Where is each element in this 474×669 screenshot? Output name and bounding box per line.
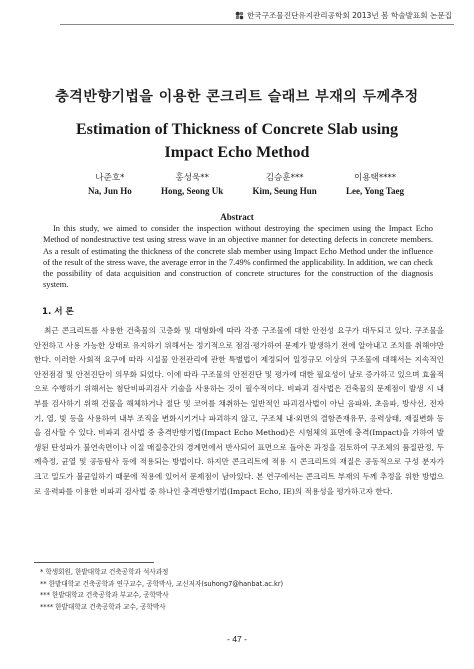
society-logo-icon [235,11,244,20]
author-name-korean: 이용택**** [353,173,397,183]
introduction-text: 최근 콘크리트를 사용한 건축물의 고층화 및 대형화에 따라 각종 구조물에 대한 안전성 요구가 대두되고 있다. 구조물을 안전하고 사용 가능한 상태로 유지하기 위해서는 정기적으로 점검·평가하여 문제가 발생하기 전에 알아내고 조치를 취해야만 한다. 이러한 사회적 요구에 따라 시설물 안전관리에 관한 특별법이 제정되어 일정규모 이상의 구조물에 대해서는 지속적인 안전점검 및 안전진단이 의무화 되었다. 이에 따라 구조물의 안전진단 및 평가에 대한 필요성이 날로 증가하고 있으며 효율적으로 수행하기 위해서는 첨단비파괴검사 기술을 사용하는 것이 필수적이다. 비파괴 검사법은 건축물의 문제점이 발생 시 내부를 검사하기 위해 건물을 해체하거나 절단 및 코어를 채취하는 일반적인 파괴검사법이 아닌 음파와, 초음파, 방사선, 전자기, 열, 빛 등을 사용하여 내부 조직을 변화시키거나 파괴하지 않고, 구조체 내·외면의 결함존재유무, 응력상태, 재질변화 등을 검사할 수 있다. 비파괴 검사법 중 충격반향기법(Impact Echo Method)은 시험체의 표면에 충격(Impact)을 가하여 발생된 탄성파가 불연속면이나 이질 매질층간의 경계면에서 반사되어 표면으로 돌아온 과정을 검토하여 구조체의 품질판정, 두께측정, 균열 및 공동탐사 등에 적용되는 방법이다. 하지만 콘크리트에 적용 시 콘크리트의 재질은 공동적으로 구성 분자가 크고 밀도가 불균일하기 때문에 적용에 있어서 문제점이 남아있다. 본 연구에서는 콘크리트 부재의 두께 추정을 위한 방법으로 응력파를 이용한 비파괴 검사법 중 하나인 충격반향기법(Impact Echo, IE)의 적용성을 평가하고자 한다. [34,326,444,496]
author-2 [161,172,223,198]
running-title: 한국구조물진단유지관리공학회 2013년 봄 학술발표회 논문집 [246,11,452,20]
title-english-line1: Estimation of Thickness of Concrete Slab using [75,121,399,138]
running-header [235,10,452,21]
abstract-heading: Abstract [220,212,254,222]
author-4 [346,172,404,198]
title-english [40,118,434,164]
author-1 [88,172,132,198]
author-name-english: Kim, Seung Hun [252,186,317,196]
footnote-1: * 학생회원, 한밭대학교 건축공학과 석사과정 [40,568,169,576]
author-list [88,172,404,198]
author-name-english: Na, Jun Ho [88,186,132,196]
page-number: - 47 - [226,634,248,644]
header-divider [60,24,454,25]
footnotes [40,567,283,613]
footnote-2: ** 한밭대학교 건축공학과 연구교수, 공학박사, 교신저자(suhong7@hanbat.ac.kr) [40,579,284,588]
title-korean: 충격반향기법을 이용한 콘크리트 슬래브 부재의 두께추정 [55,89,419,105]
footnote-4: **** 한밭대학교 건축공학과 교수, 공학박사 [40,602,166,611]
author-name-korean: 김승훈*** [265,173,304,183]
author-name-korean: 홍성욱** [175,173,209,183]
footnote-divider [34,562,154,563]
author-3 [253,172,317,198]
author-name-english: Hong, Seong Uk [161,186,224,196]
title-english-line2: Impact Echo Method [164,144,310,161]
footnote-3: *** 한밭대학교 건축공학과 부교수, 공학박사 [40,591,169,600]
section-heading-introduction: 1. 서 론 [42,307,74,317]
abstract-text: In this study, we aimed to consider the inspection without destroying the specimen using the Impact Echo Method of nondestructive test using stress wave in an objective manner for detecting defects in concrete members. As a result of estimating the thickness of the concrete slab member using Impact Echo Method under the influence of the result of the stress wave, the average error in the 7.49% confirmed the applicability. In addition, we can check the possibility of data acquisition and construction of concrete structures for the construction of the diagnosis system. [43,224,433,290]
author-name-korean: 나준호* [95,173,125,183]
author-name-english: Lee, Yong Taeg [346,186,404,196]
